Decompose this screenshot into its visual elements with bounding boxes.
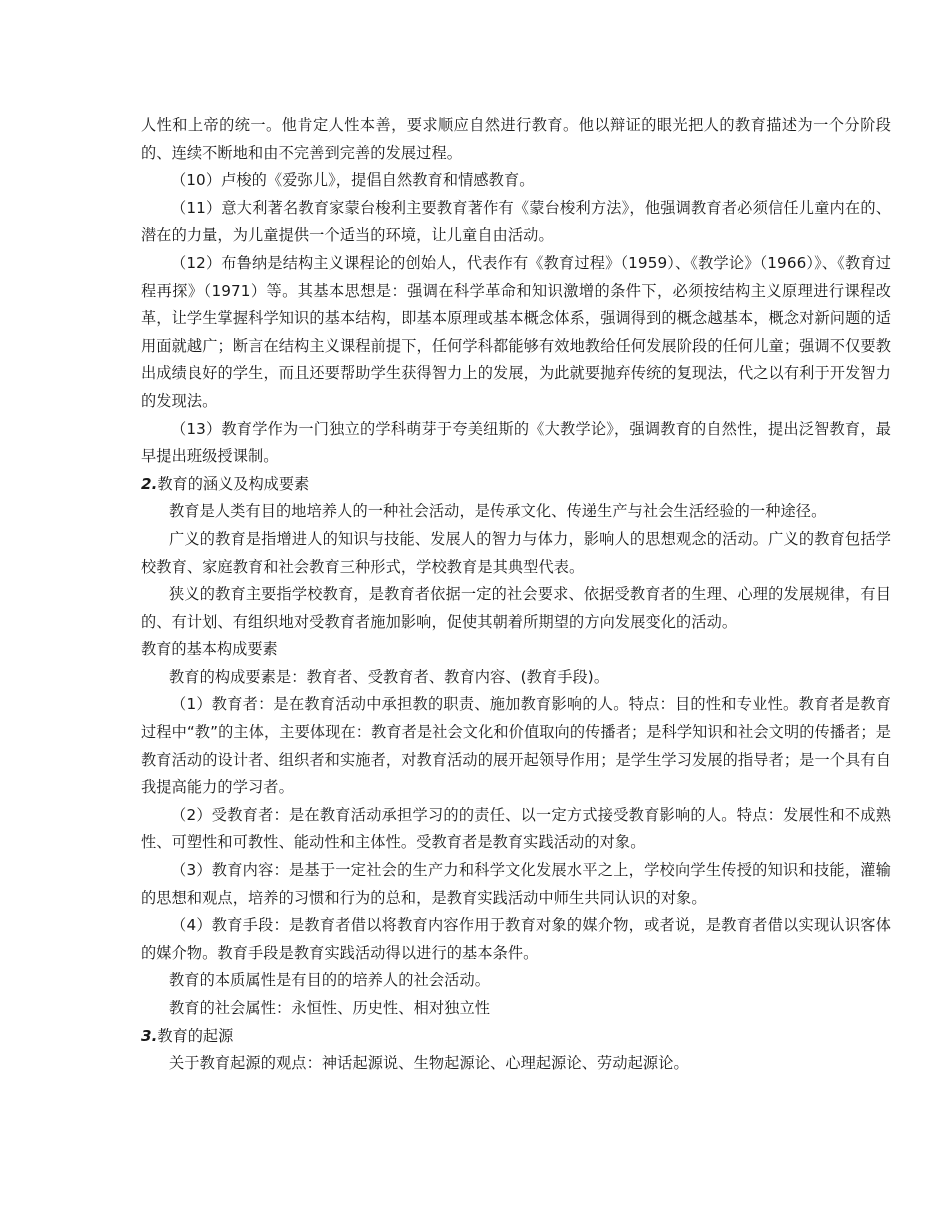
subheading: 教育的基本构成要素 <box>141 640 278 659</box>
section-heading <box>141 471 891 499</box>
paragraph: （10）卢梭的《爱弥儿》，提倡自然教育和情感教育。 <box>171 171 535 190</box>
paragraph: 教育的构成要素是：教育者、受教育者、教育内容、(教育手段)。 <box>169 667 610 686</box>
section-title: 教育的起源 <box>157 1026 234 1045</box>
section-title: 教育的涵义及构成要素 <box>157 474 310 493</box>
paragraph: 教育的社会属性：永恒性、历史性、相对独立性 <box>169 999 491 1017</box>
paragraph: （13）教育学作为一门独立的学科萌芽于夸美纽斯的《大教学论》，强调教育的自然性，提出泛智教育，最早提出班级授课制。 <box>141 419 891 466</box>
section-number: 2. <box>141 474 158 493</box>
paragraph: （1）教育者：是在教育活动中承担教的职责、施加教育影响的人。特点：目的性和专业性。教育者是教育过程中“教”的主体，主要体现在：教育者是社会文化和价值取向的传播者；是科学知识和社会文明的传播者；是教育活动的设计者、组织者和实施者，对教育活动的展开起领导作用；是学生学习发展的指导者；是一个具有自我提高能力的学习者。 <box>141 695 891 797</box>
paragraph: （3）教育内容：是基于一定社会的生产力和科学文化发展水平之上，学校向学生传授的知识和技能，灌输的思想和观点，培养的习惯和行为的总和，是教育实践活动中师生共同认识的对象。 <box>141 861 891 907</box>
section-heading <box>141 1023 891 1051</box>
paragraph: 关于教育起源的观点：神话起源说、生物起源论、心理起源论、劳动起源论。 <box>169 1054 689 1073</box>
paragraph: （11）意大利著名教育家蒙台梭利主要教育著作有《蒙台梭利方法》，他强调教育者必须信任儿童内在的、潜在的力量，为儿童提供一个适当的环境，让儿童自由活动。 <box>141 198 891 245</box>
paragraph: （12）布鲁纳是结构主义课程论的创始人，代表作有《教育过程》（1959）、《教学论》（1966）》、《教育过程再探》（1971）等。其基本思想是：强调在科学革命和知识激增的条件下，必须按结构主义原理进行课程改革，让学生掌握科学知识的基本结构，即基本原理或基本概念体系，强调得到的概念越基本，概念对新问题的适用面就越广；断言在结构主义课程前提下，任何学科都能够有效地教给任何发展阶段的任何儿童；强调不仅要教出成绩良好的学生，而且还要帮助学生获得智力上的发展，为此就要抛弃传统的复现法，代之以有利于开发智力的发现法。 <box>141 253 891 410</box>
paragraph: 人性和上帝的统一。他肯定人性本善，要求顺应自然进行教育。他以辩证的眼光把人的教育描述为一个分阶段的、连续不断地和由不完善到完善的发展过程。 <box>141 116 891 162</box>
document-page <box>141 112 891 1078</box>
paragraph: 教育是人类有目的地培养人的一种社会活动，是传承文化、传递生产与社会生活经验的一种途径。 <box>169 502 827 521</box>
paragraph: 狭义的教育主要指学校教育，是教育者依据一定的社会要求、依据受教育者的生理、心理的发展规律，有目的、有计划、有组织地对受教育者施加影响，促使其朝着所期望的方向发展变化的活动。 <box>141 585 891 631</box>
section-number: 3. <box>141 1026 158 1045</box>
paragraph: 广义的教育是指增进人的知识与技能、发展人的智力与体力，影响人的思想观念的活动。广义的教育包括学校教育、家庭教育和社会教育三种形式，学校教育是其典型代表。 <box>141 529 891 576</box>
paragraph: （4）教育手段：是教育者借以将教育内容作用于教育对象的媒介物，或者说，是教育者借以实现认识客体的媒介物。教育手段是教育实践活动得以进行的基本条件。 <box>141 916 891 962</box>
paragraph: （2）受教育者：是在教育活动承担学习的的责任、以一定方式接受教育影响的人。特点：发展性和不成熟性、可塑性和可教性、能动性和主体性。受教育者是教育实践活动的对象。 <box>141 805 891 852</box>
paragraph: 教育的本质属性是有目的的培养人的社会活动。 <box>169 971 491 990</box>
